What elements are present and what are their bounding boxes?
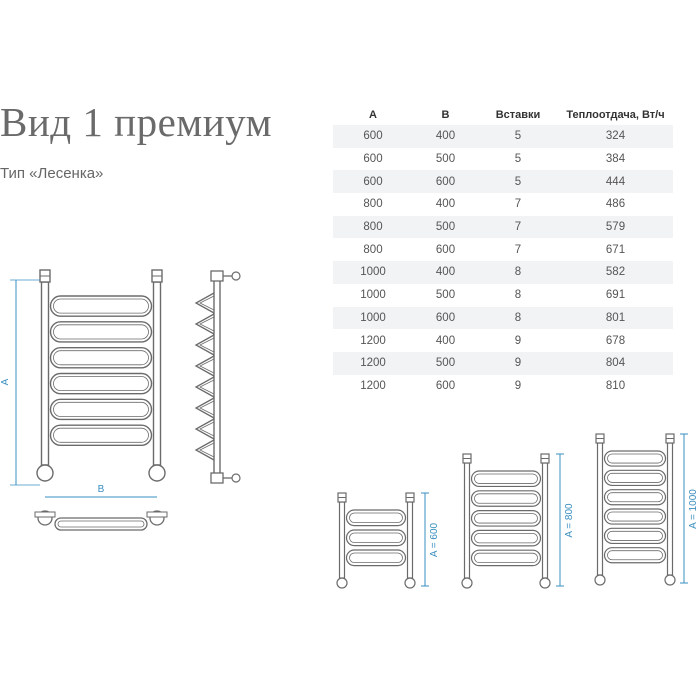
column-header-heat-output: Теплоотдача, Вт/ч — [566, 108, 665, 121]
cell-a: 1200 — [333, 352, 413, 375]
rail-loop — [347, 550, 406, 566]
rail-loop-inner — [475, 553, 538, 562]
rail-loop-inner — [350, 513, 403, 523]
cell-a: 600 — [333, 170, 413, 193]
column-header-inserts: Вставки — [495, 108, 541, 121]
rail-loop — [347, 530, 406, 546]
rail-loop — [472, 550, 541, 565]
rail-loop-inner — [608, 473, 663, 482]
dimension-label: A = 1000 — [688, 489, 699, 529]
cell-b: 500 — [413, 216, 478, 239]
cell-inserts: 8 — [478, 261, 558, 284]
left-tube — [42, 282, 49, 465]
page-title: Вид 1 премиум — [0, 99, 273, 145]
table-row — [333, 307, 673, 330]
table-row — [333, 284, 673, 307]
cell-b: 400 — [413, 125, 478, 148]
cell-b: 400 — [435, 334, 456, 347]
rail-loop-inner — [475, 474, 538, 483]
table-row — [333, 352, 673, 375]
table-row — [333, 125, 673, 148]
side-loop-profile-inner — [200, 422, 214, 436]
side-loop-profile — [196, 356, 214, 376]
variant-800-drawing — [450, 445, 585, 590]
dimension-label: B — [97, 484, 105, 495]
rail-loop — [605, 528, 666, 543]
rail-loop-inner — [54, 325, 149, 339]
cell-heat-output: 579 — [558, 216, 673, 239]
cell-inserts: 9 — [514, 379, 522, 392]
table-row — [333, 238, 673, 261]
cell-inserts: 5 — [478, 170, 558, 193]
rail-loop — [472, 491, 541, 506]
table-row — [333, 329, 673, 352]
mount-foot — [540, 578, 550, 588]
mount-foot — [462, 578, 472, 588]
table-row — [333, 193, 673, 216]
cell-b: 600 — [435, 243, 456, 256]
specifications-table — [333, 104, 673, 397]
rail-loop — [347, 510, 406, 526]
rail-loop-inner — [608, 512, 663, 521]
cell-inserts: 9 — [478, 352, 558, 375]
rail-loop — [605, 451, 666, 466]
rail-loop — [472, 471, 541, 486]
bottom-rail-top-view — [55, 518, 147, 530]
cell-a: 1000 — [333, 261, 413, 284]
cell-b: 500 — [435, 289, 456, 302]
right-tube — [543, 463, 548, 578]
table-row — [333, 375, 673, 398]
side-loop-profile-inner — [200, 443, 214, 457]
mount-foot — [405, 578, 415, 588]
table-body — [333, 125, 673, 397]
cell-heat-output: 671 — [605, 243, 626, 256]
rail-loop-inner — [475, 494, 538, 503]
mount-bracket — [147, 512, 167, 517]
cell-heat-output: 810 — [605, 379, 626, 392]
cell-b: 600 — [413, 170, 478, 193]
rail-loop — [605, 548, 666, 563]
rail-loop-inner — [350, 533, 403, 543]
cell-heat-output: 324 — [558, 125, 673, 148]
dimension-label: A — [0, 378, 11, 386]
rail-loop-inner — [54, 351, 149, 365]
mount-foot — [337, 578, 347, 588]
mount-foot — [149, 465, 165, 481]
left-tube — [340, 502, 345, 578]
cell-heat-output: 486 — [605, 198, 626, 211]
right-tube — [154, 282, 161, 465]
side-wall-mount — [232, 474, 240, 482]
cell-a: 600 — [363, 153, 383, 166]
cell-b: 400 — [413, 261, 478, 284]
bottom-rail-inner — [58, 521, 144, 527]
table-header-row — [333, 104, 673, 125]
variant-600-drawing — [320, 480, 450, 590]
rail-loop-inner — [54, 402, 149, 416]
side-loop-profile — [196, 398, 214, 418]
left-tube — [465, 463, 470, 578]
rail-loop-inner — [350, 553, 403, 563]
cell-b: 400 — [435, 198, 456, 211]
left-tube — [598, 443, 603, 575]
cell-heat-output: 691 — [605, 289, 626, 302]
rail-loop — [605, 490, 666, 505]
cell-a: 800 — [363, 198, 383, 211]
table-row — [333, 216, 673, 239]
table-row — [333, 148, 673, 171]
cell-inserts: 5 — [478, 125, 558, 148]
cell-inserts: 8 — [478, 307, 558, 330]
rail-loop-inner — [608, 551, 663, 560]
side-valve-top — [211, 271, 223, 281]
rail-loop-inner — [54, 377, 149, 391]
column-header-b: B — [441, 108, 450, 121]
cell-inserts: 7 — [478, 216, 558, 239]
rail-loop — [605, 509, 666, 524]
rail-loop — [472, 530, 541, 545]
page-subtitle: Тип «Лесенка» — [0, 165, 104, 182]
cell-a: 800 — [333, 216, 413, 239]
cell-a: 1200 — [360, 334, 386, 347]
cell-inserts: 7 — [514, 243, 522, 256]
cell-heat-output: 444 — [558, 170, 673, 193]
mount-foot — [595, 575, 605, 585]
cell-inserts: 7 — [514, 198, 522, 211]
rail-loop-inner — [608, 493, 663, 502]
side-loop-profile — [196, 335, 214, 355]
rail-loop-inner — [54, 299, 149, 313]
cell-heat-output: 678 — [605, 334, 626, 347]
side-tube — [214, 280, 220, 475]
side-loop-profile — [196, 377, 214, 397]
cell-a: 1000 — [360, 289, 386, 302]
side-valve-bottom — [211, 473, 223, 483]
towel-rail-front-view-drawing — [0, 260, 180, 540]
side-loop-profile-inner — [200, 380, 214, 394]
cell-heat-output: 804 — [558, 352, 673, 375]
cell-b: 500 — [413, 352, 478, 375]
cell-a: 1200 — [360, 379, 386, 392]
rail-loop-inner — [475, 514, 538, 523]
rail-loop-inner — [608, 531, 663, 540]
cell-inserts: 5 — [514, 153, 522, 166]
cell-heat-output: 801 — [558, 307, 673, 330]
cell-a: 600 — [333, 125, 413, 148]
table-row — [333, 170, 673, 193]
side-wall-mount — [232, 272, 240, 280]
side-loop-profile — [196, 419, 214, 439]
dimension-label: A = 600 — [429, 522, 440, 558]
rail-loop — [472, 511, 541, 526]
table-row — [333, 261, 673, 284]
cell-heat-output: 384 — [605, 153, 626, 166]
cell-a: 800 — [363, 243, 383, 256]
cell-inserts: 9 — [514, 334, 522, 347]
rail-loop — [605, 470, 666, 485]
mount-foot — [665, 575, 675, 585]
side-loop-profile — [196, 314, 214, 334]
mount-foot — [37, 465, 53, 481]
side-loop-profile — [196, 293, 214, 313]
side-loop-profile-inner — [200, 338, 214, 352]
towel-rail-side-view-drawing — [190, 265, 250, 495]
dimension-label: A = 800 — [564, 503, 575, 538]
mount-bracket — [35, 512, 55, 517]
variant-1000-drawing — [585, 425, 700, 590]
rail-loop-inner — [475, 533, 538, 542]
rail-loop-inner — [608, 454, 663, 463]
cell-inserts: 8 — [514, 289, 522, 302]
column-header-a: A — [369, 108, 377, 121]
cell-b: 600 — [435, 379, 456, 392]
right-tube — [668, 443, 673, 575]
cell-b: 500 — [435, 153, 456, 166]
right-tube — [408, 502, 413, 578]
cell-b: 600 — [413, 307, 478, 330]
cell-a: 1000 — [333, 307, 413, 330]
side-loop-profile-inner — [200, 296, 214, 310]
rail-loop-inner — [54, 428, 149, 442]
side-loop-profile-inner — [200, 359, 214, 373]
side-loop-profile-inner — [200, 317, 214, 331]
cell-heat-output: 582 — [558, 261, 673, 284]
side-loop-profile-inner — [200, 401, 214, 415]
side-loop-profile — [196, 440, 214, 460]
